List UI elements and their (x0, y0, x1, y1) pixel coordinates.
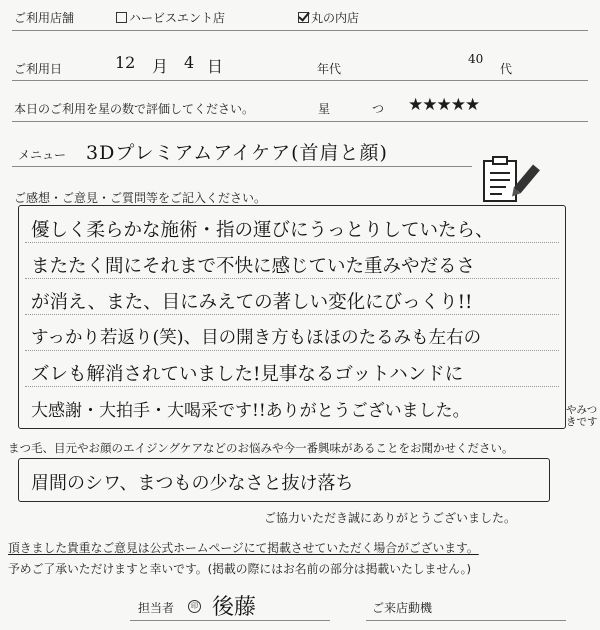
age-unit: 代 (500, 62, 513, 76)
rating-question: 本日のご利用を星の数で評価してください。 (14, 102, 255, 116)
star-label: 星 (318, 102, 331, 116)
comment-line-6: 大感謝・大拍手・大喝采です!!ありがとうございました。 (31, 401, 470, 421)
comment-line-2: またたく間にそれまで不快に感じていた重みやだるさ (31, 256, 476, 277)
ruled-line (25, 278, 559, 279)
ruled-line (25, 242, 559, 243)
comment-line-3: が消え、また、目にみえての著しい変化にびっくり!! (31, 292, 473, 313)
staff-name: 後藤 (212, 595, 257, 620)
publication-notice-1: 頂きました貴重なご意見は公式ホームページにて掲載させていただく場合がございます。 (8, 541, 479, 555)
seal-mark-icon: 印 (188, 600, 201, 613)
staff-label: 担当者 (138, 601, 175, 615)
publication-notice-2: 予めご了承いただけますと幸いです。(掲載の際にはお名前の部分は掲載いたしません。) (8, 562, 472, 576)
visit-reason-underline (366, 620, 566, 621)
date-label: ご利用日 (14, 62, 63, 76)
divider (12, 121, 588, 122)
checkbox-harbis[interactable] (116, 12, 127, 23)
age-label: 年代 (317, 62, 342, 76)
age-value: 40 (468, 52, 484, 66)
menu-value: 3Dプレミアムアイケア(首肩と顔) (86, 142, 388, 164)
comment-line-1: 優しく柔らかな施術・指の運びにうっとりしていたら、 (31, 220, 494, 241)
visit-reason-label: ご来店動機 (372, 601, 433, 615)
concerns-box[interactable] (18, 458, 550, 502)
star-rating[interactable] (408, 95, 479, 115)
comments-box[interactable] (18, 205, 566, 429)
star-icon[interactable]: ★ (436, 95, 451, 115)
comments-prompt: ご感想・ご意見・ご質問等をご記入ください。 (14, 191, 267, 205)
checkbox-marunouchi[interactable] (298, 12, 309, 23)
store-option-harbis-label: ハービスエント店 (129, 11, 226, 25)
divider (12, 30, 588, 31)
store-option-marunouchi-label: 丸の内店 (311, 11, 360, 25)
concerns-prompt: まつ毛、目元やお顔のエイジングケアなどのお悩みや今一番興味があることをお聞かせください。 (8, 441, 514, 455)
day-unit: 日 (207, 57, 224, 76)
star-icon[interactable]: ★ (450, 95, 465, 115)
store-option-marunouchi[interactable] (298, 9, 359, 26)
divider (12, 80, 588, 81)
month-unit: 月 (152, 57, 169, 76)
clipboard-pencil-icon (478, 155, 540, 205)
thanks-message: ご協力いただき誠にありがとうございました。 (264, 511, 517, 525)
comment-line-4: すっかり若返り(笑)、目の開き方もほほのたるみも左右の (31, 328, 482, 348)
divider (12, 166, 472, 167)
concerns-answer: 眉間のシワ、まつもの少なさと抜け落ち (31, 473, 354, 494)
date-month-value: 12 (115, 53, 136, 72)
star-icon[interactable]: ★ (408, 95, 423, 115)
star-count-label: つ (372, 102, 385, 116)
ruled-line (25, 314, 559, 315)
comment-line-5: ズレも解消されていました!見事なるゴットハンドに (31, 364, 464, 385)
ruled-line (25, 386, 559, 387)
star-icon[interactable]: ★ (422, 95, 437, 115)
menu-label: メニュー (18, 148, 67, 162)
star-icon[interactable]: ★ (465, 95, 480, 115)
store-label: ご利用店舗 (14, 11, 75, 25)
staff-underline (130, 620, 330, 621)
ruled-line (25, 350, 559, 351)
store-option-harbis[interactable] (116, 9, 225, 26)
date-day-value: 4 (184, 53, 195, 72)
comments-margin-note: やみつきです (566, 404, 598, 428)
